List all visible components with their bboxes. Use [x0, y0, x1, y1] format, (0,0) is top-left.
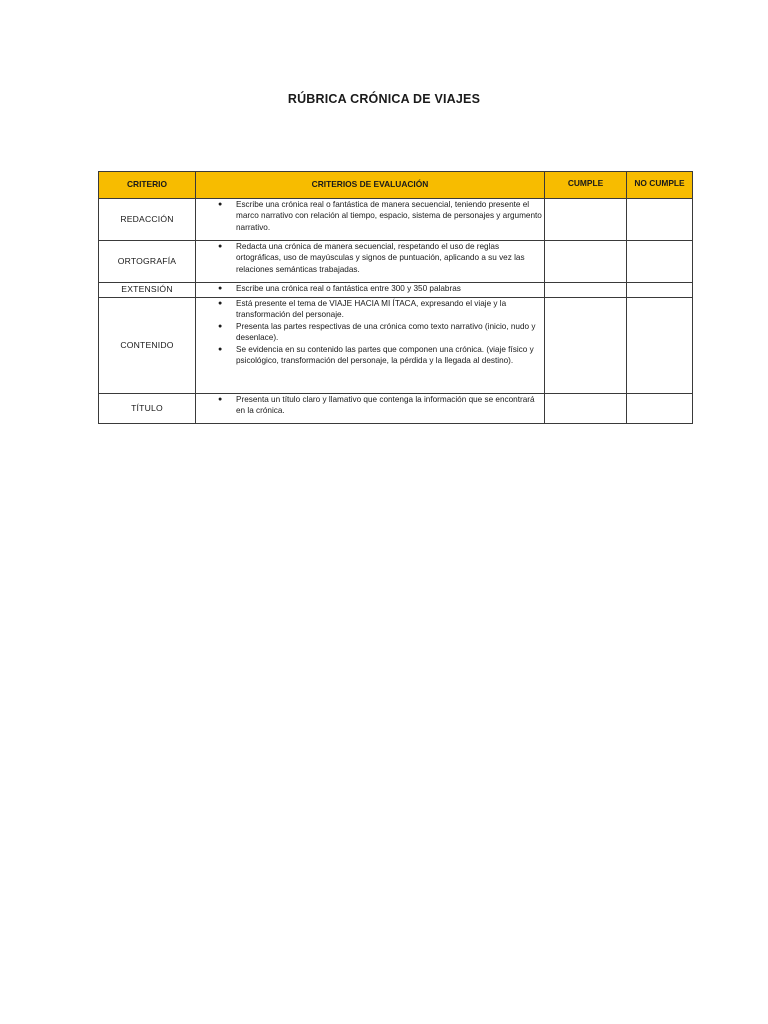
bullet-icon: ● [218, 396, 223, 403]
no-cumple-cell[interactable] [627, 394, 693, 424]
bullet-text: Redacta una crónica de manera secuencial, respetando el uso de reglas ortográficas, uso de mayúsculas y signos de puntuación, aplicando a su vez las relaciones semánticas trabajadas. [236, 242, 525, 274]
page-title: RÚBRICA CRÓNICA DE VIAJES [287, 92, 481, 106]
table-row [99, 283, 693, 298]
cumple-cell[interactable] [545, 241, 627, 283]
cumple-cell[interactable] [545, 199, 627, 241]
header-cumple: CUMPLE [545, 172, 627, 199]
bullet-icon: ● [218, 345, 223, 353]
no-cumple-cell[interactable] [627, 199, 693, 241]
list-item [196, 394, 544, 417]
bullet-icon: ● [218, 285, 223, 292]
list-item [196, 298, 544, 321]
evaluacion-cell [196, 298, 545, 394]
table-row [99, 298, 693, 394]
header-row [99, 172, 693, 199]
no-cumple-cell[interactable] [627, 241, 693, 283]
criterio-cell: REDACCIÓN [99, 199, 196, 241]
bullet-text: Se evidencia en su contenido las partes que componen una crónica. (viaje físico y psicológico, transformación del personaje, la pérdida y la llegada al destino). [236, 344, 534, 366]
criterio-cell: ORTOGRAFÍA [99, 241, 196, 283]
header-no-cumple: NO CUMPLE [627, 172, 693, 199]
evaluacion-cell [196, 283, 545, 298]
table-row [99, 394, 693, 424]
bullet-text: Presenta un título claro y llamativo que contenga la información que se encontrará en la crónica. [236, 395, 535, 416]
bullet-text: Presenta las partes respectivas de una crónica como texto narrativo (inicio, nudo y desenlace). [236, 321, 536, 343]
list-item [196, 241, 544, 275]
bullet-text: Escribe una crónica real o fantástica entre 300 y 350 palabras [236, 284, 461, 293]
bullet-text: Escribe una crónica real o fantástica de manera secuencial, teniendo presente el marco narrativo con relación al tiempo, espacio, sistema de personajes y argumento narrativo. [236, 200, 542, 232]
header-criterio: CRITERIO [99, 172, 196, 199]
list-item [196, 199, 544, 233]
cumple-cell[interactable] [545, 394, 627, 424]
table-row [99, 199, 693, 241]
header-criterios-evaluacion: CRITERIOS DE EVALUACIÓN [196, 172, 545, 199]
bullet-icon: ● [218, 300, 223, 307]
bullet-icon: ● [218, 322, 223, 330]
cumple-cell[interactable] [545, 298, 627, 394]
no-cumple-cell[interactable] [627, 298, 693, 394]
table-row [99, 241, 693, 283]
list-item [196, 283, 544, 294]
evaluacion-cell [196, 199, 545, 241]
cumple-cell[interactable] [545, 283, 627, 298]
bullet-text: Está presente el tema de VIAJE HACIA MI ÍTACA, expresando el viaje y la transformación del personaje. [236, 299, 507, 320]
bullet-icon: ● [218, 201, 223, 208]
list-item [196, 321, 544, 344]
criterio-cell: CONTENIDO [99, 298, 196, 394]
list-item [196, 344, 544, 367]
criterio-cell: EXTENSIÓN [99, 283, 196, 298]
evaluacion-cell [196, 241, 545, 283]
rubric-table [98, 171, 693, 424]
no-cumple-cell[interactable] [627, 283, 693, 298]
bullet-icon: ● [218, 243, 223, 250]
evaluacion-cell [196, 394, 545, 424]
criterio-cell: TÍTULO [99, 394, 196, 424]
